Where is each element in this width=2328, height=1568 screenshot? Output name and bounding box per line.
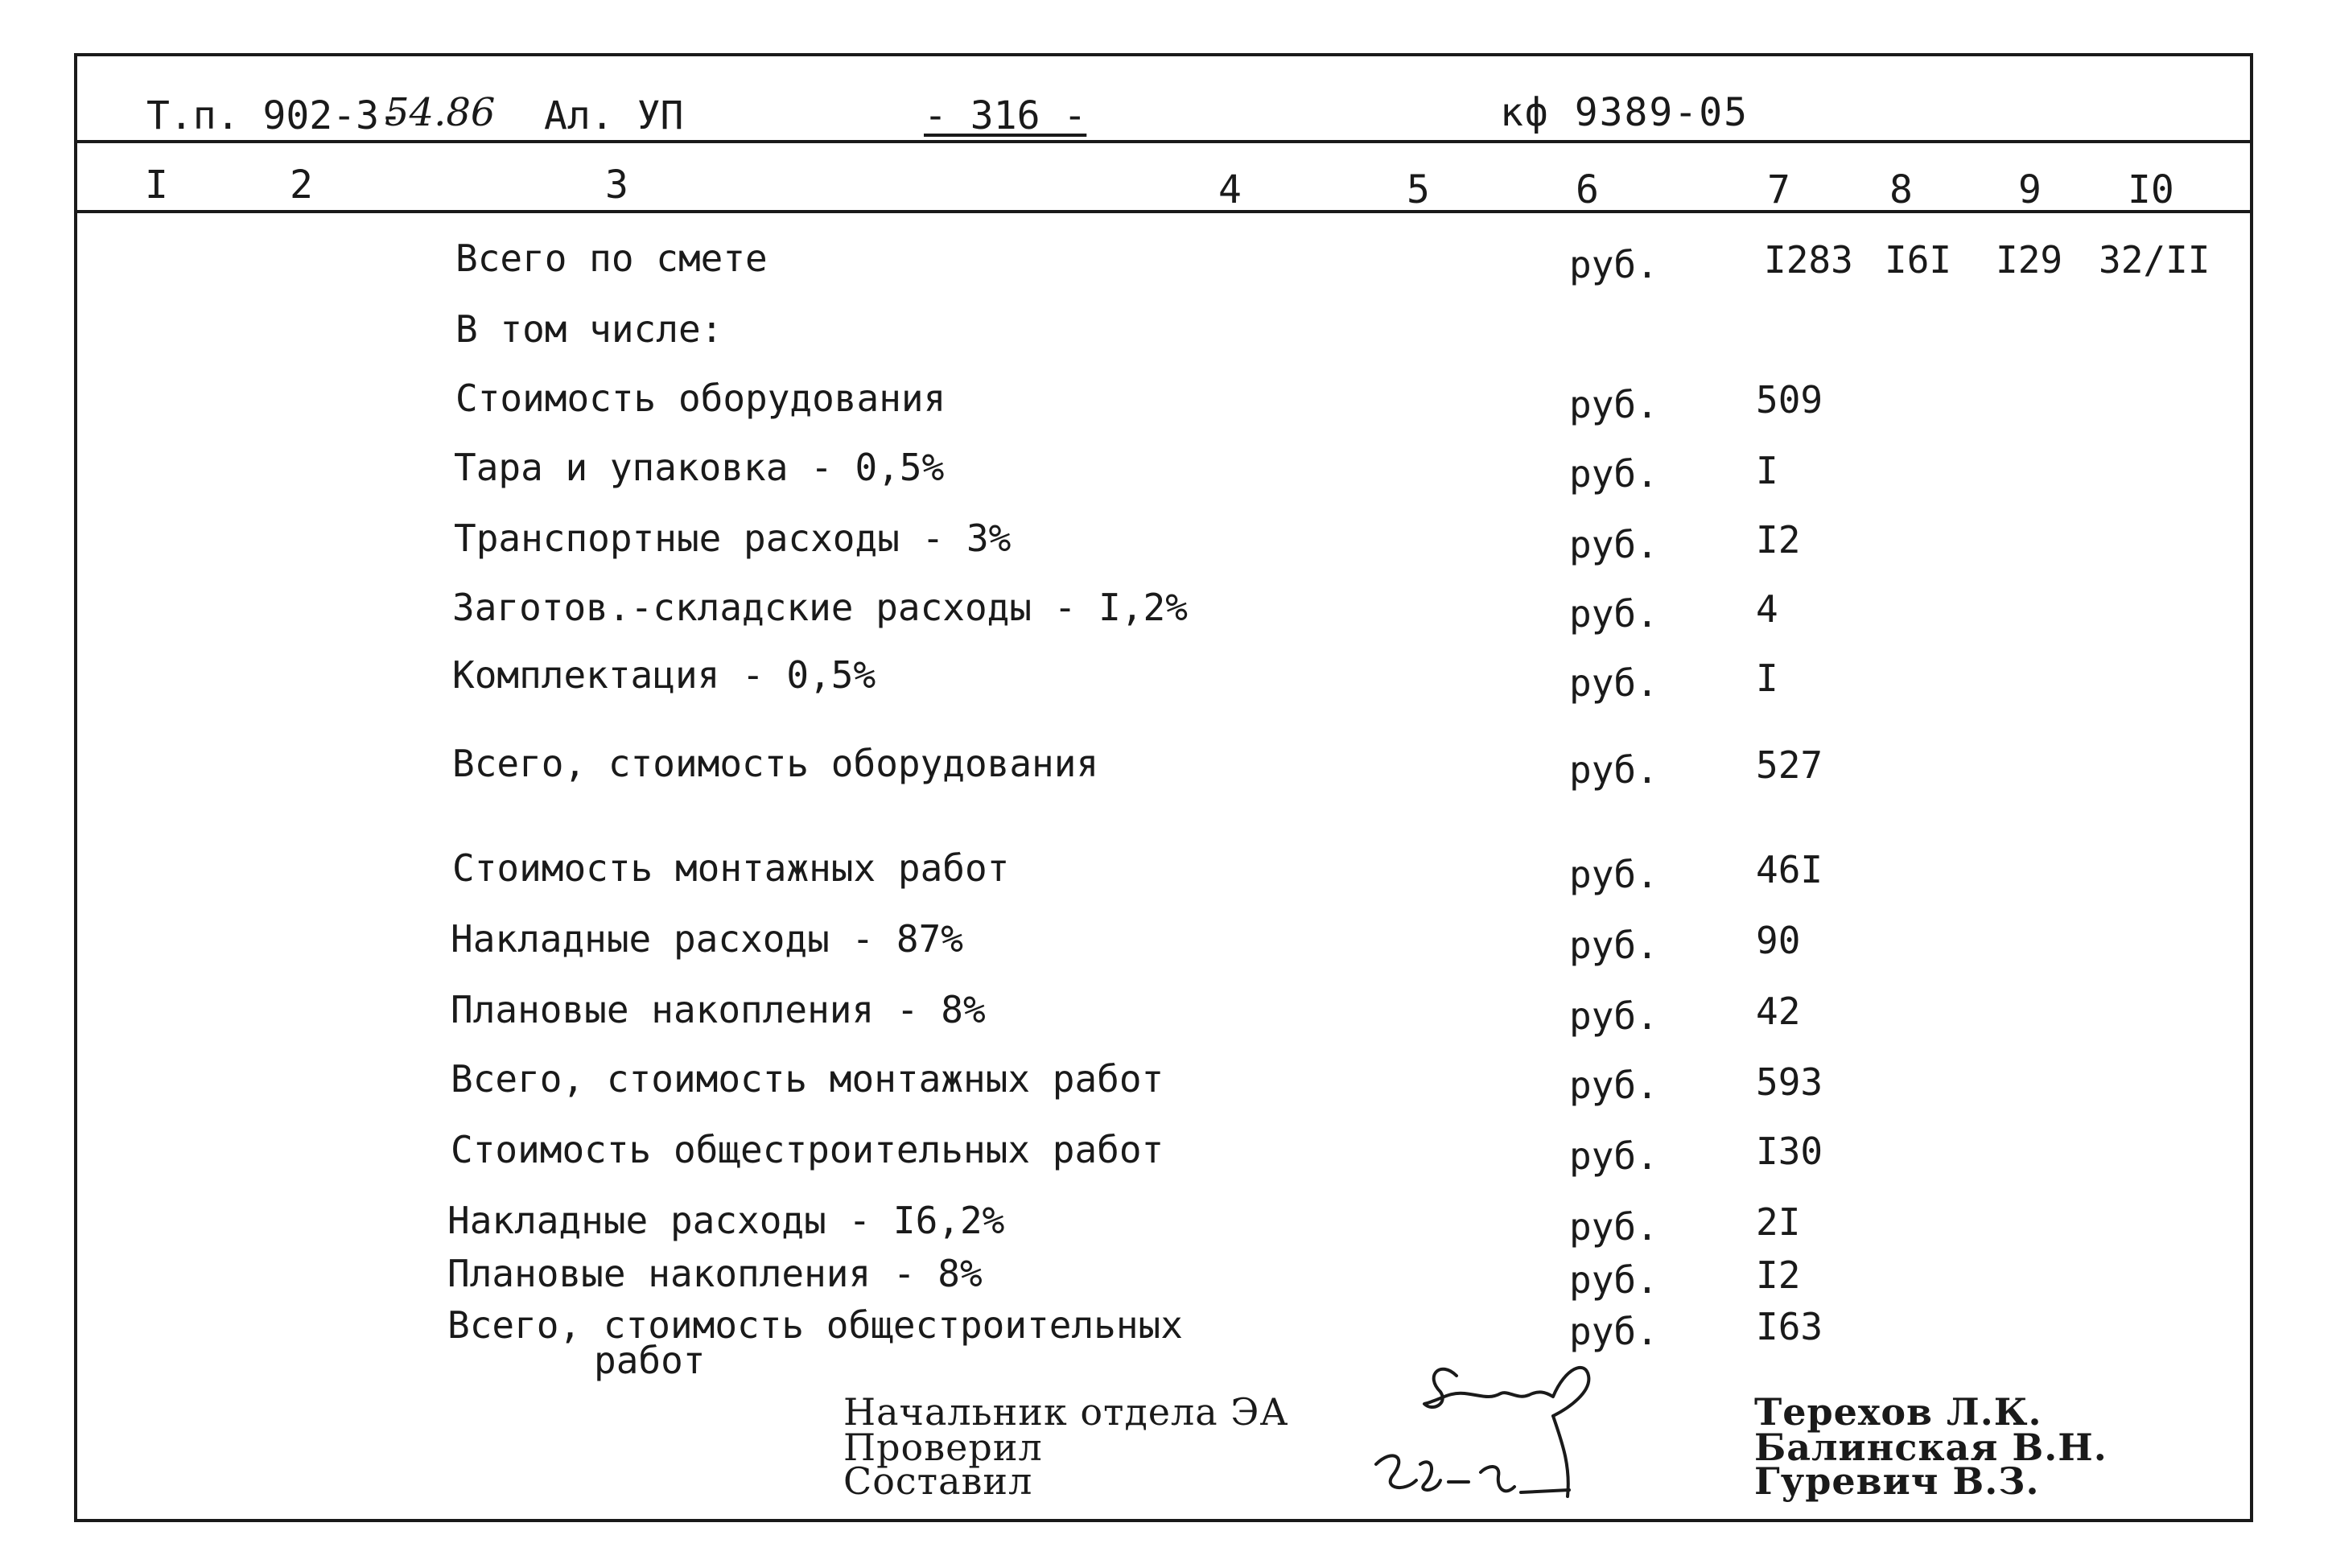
doc-ref-handwritten: 54.86 (385, 90, 496, 135)
signature-name-compiled: Гуревич В.З. (1754, 1459, 2040, 1503)
row-label-total-construction-cont: работ (594, 1339, 706, 1382)
row-unit: руб. (1569, 1258, 1658, 1302)
row-value-col7: 2I (1756, 1200, 1801, 1244)
column-number-9: 9 (2018, 167, 2042, 212)
row-label-construction-cost: Стоимость общестроительных работ (451, 1128, 1164, 1171)
stamp-code: кф 9389-05 (1500, 90, 1749, 135)
row-unit: руб. (1569, 924, 1658, 967)
page-number: - 316 - (924, 93, 1087, 138)
header-rule (74, 140, 2253, 143)
row-label-total-construction: Всего, стоимость общестроительных (447, 1303, 1183, 1347)
row-unit: руб. (1569, 1310, 1658, 1353)
row-unit: руб. (1569, 748, 1658, 792)
row-value-col7: 46I (1756, 848, 1823, 891)
row-value-col7: I (1756, 656, 1778, 700)
column-header-rule (74, 210, 2253, 213)
row-label-overhead-installation: Накладные расходы - 87% (451, 917, 963, 961)
row-unit: руб. (1569, 243, 1658, 286)
row-value-col7: I63 (1756, 1305, 1823, 1348)
row-value-col7: I2 (1756, 518, 1801, 562)
row-value-col7: I (1756, 449, 1778, 492)
row-unit: руб. (1569, 1205, 1658, 1249)
column-number-1: I (145, 163, 168, 208)
row-value-col7: 527 (1756, 743, 1823, 787)
row-unit: руб. (1569, 994, 1658, 1038)
row-label-transport: Транспортные расходы - 3% (454, 516, 1012, 560)
row-label-including: В том числе: (455, 307, 723, 351)
row-value-col7: I30 (1756, 1130, 1823, 1173)
row-label-planned-savings-installation: Плановые накопления - 8% (451, 988, 986, 1031)
row-unit: руб. (1569, 452, 1658, 496)
signature-role-checked: Проверил (843, 1426, 1043, 1469)
column-number-3: 3 (605, 163, 628, 208)
row-value-col7: 90 (1756, 919, 1801, 962)
row-value-col8: I6I (1885, 238, 1952, 282)
signature-role-compiled: Составил (843, 1459, 1033, 1503)
row-label-total-by-estimate: Всего по смете (455, 237, 768, 280)
signature-name-head: Терехов Л.К. (1754, 1390, 2042, 1434)
row-unit: руб. (1569, 383, 1658, 426)
row-value-col7: I283 (1764, 238, 1853, 282)
row-unit: руб. (1569, 523, 1658, 566)
column-number-5: 5 (1407, 167, 1430, 212)
column-number-6: 6 (1576, 167, 1599, 212)
row-label-planned-savings-construction: Плановые накопления - 8% (447, 1252, 983, 1295)
row-label-total-installation: Всего, стоимость монтажных работ (451, 1057, 1164, 1101)
row-value-col7: 4 (1756, 587, 1778, 631)
row-label-warehouse: Заготов.-складские расходы - I,2% (452, 586, 1188, 629)
column-number-2: 2 (290, 163, 313, 208)
row-label-installation-cost: Стоимость монтажных работ (452, 846, 1010, 890)
column-number-8: 8 (1889, 167, 1913, 212)
row-unit: руб. (1569, 661, 1658, 705)
row-label-total-equipment: Всего, стоимость оборудования (452, 742, 1099, 785)
row-value-col7: 42 (1756, 990, 1801, 1033)
doc-ref-prefix: Т.п. 902-3- (146, 93, 402, 138)
row-unit: руб. (1569, 853, 1658, 896)
column-number-4: 4 (1218, 167, 1242, 212)
row-value-col7: I2 (1756, 1253, 1801, 1297)
row-label-packaging: Тара и упаковка - 0,5% (454, 446, 945, 489)
album-label: Ал. УП (544, 93, 684, 138)
signature-name-checked: Балинская В.Н. (1754, 1426, 2108, 1469)
row-unit: руб. (1569, 1064, 1658, 1107)
row-unit: руб. (1569, 1134, 1658, 1178)
column-number-7: 7 (1767, 167, 1790, 212)
signature-role-head: Начальник отдела ЭА (843, 1390, 1289, 1434)
row-label-completion: Комплектация - 0,5% (452, 653, 876, 697)
row-value-col7: 509 (1756, 378, 1823, 422)
row-value-col10: 32/II (2099, 238, 2211, 282)
row-label-equipment-cost: Стоимость оборудования (455, 377, 946, 420)
row-unit: руб. (1569, 592, 1658, 636)
row-value-col9: I29 (1996, 238, 2063, 282)
row-value-col7: 593 (1756, 1060, 1823, 1104)
column-number-10: I0 (2128, 167, 2174, 212)
handwritten-signature (1360, 1344, 1625, 1512)
row-label-overhead-construction: Накладные расходы - I6,2% (447, 1199, 1005, 1242)
